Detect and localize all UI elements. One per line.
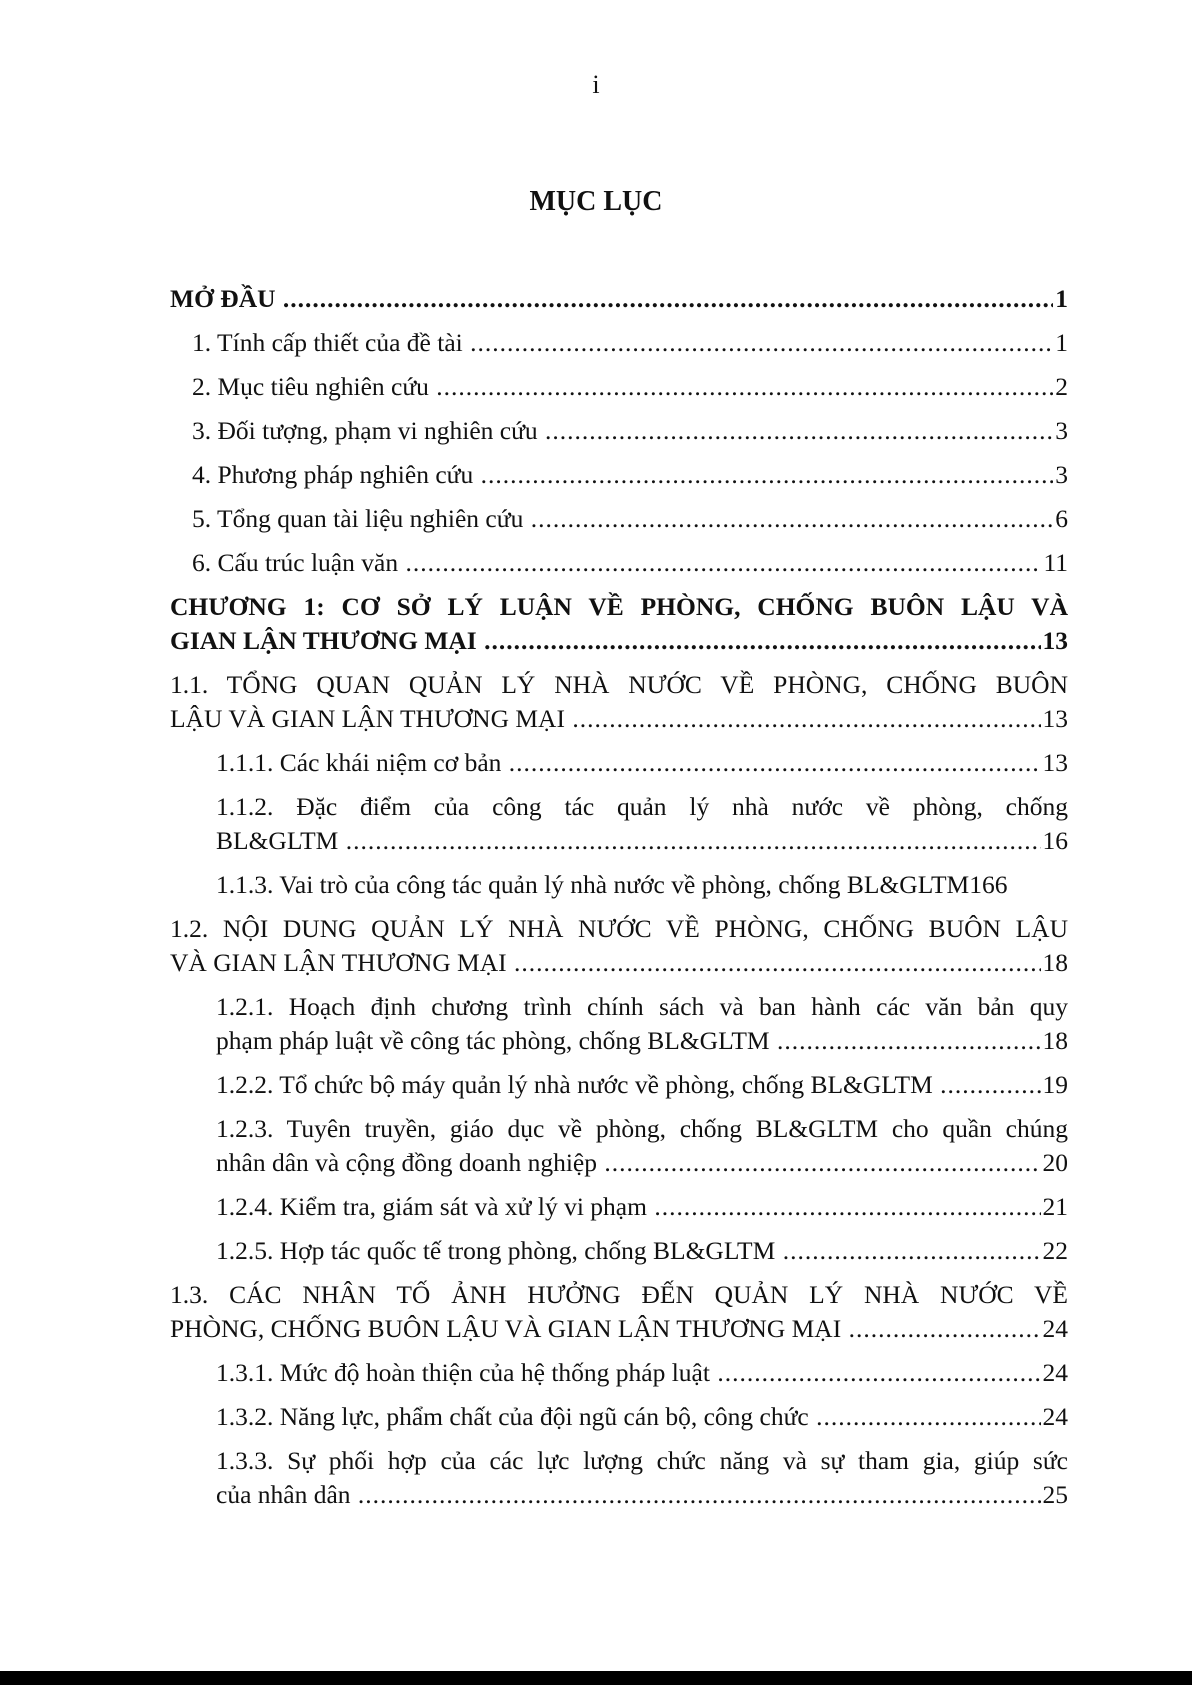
toc-entry[interactable] <box>170 502 1068 536</box>
toc-entry[interactable] <box>170 1112 1068 1180</box>
toc-entry-row <box>216 1356 1068 1390</box>
toc-entry-line: 1.3. CÁC NHÂN TỐ ẢNH HƯỞNG ĐẾN QUẢN LÝ NHÀ NƯỚC VỀ <box>170 1280 1068 1309</box>
toc-entry-text: 1.2.2. Tổ chức bộ máy quản lý nhà nước về phòng, chống BL&GLTM ..... <box>216 1068 1041 1102</box>
toc-entry-line: 1.2.1. Hoạch định chương trình chính sách và ban hành các văn bản quy <box>216 992 1068 1021</box>
toc-entry-row <box>216 868 1068 902</box>
toc-entry-row <box>192 414 1068 448</box>
toc-entry-page: 13 <box>1042 626 1068 655</box>
toc-entry-page: 22 <box>1042 1236 1068 1265</box>
toc-entry-text: 1.1.3. Vai trò của công tác quản lý nhà nước về phòng, chống BL&GLTM166 <box>216 870 1008 899</box>
toc-entry[interactable] <box>170 668 1068 736</box>
toc-entry-text: của nhân dân ..... <box>216 1478 1041 1512</box>
toc-entry-page: 6 <box>1055 504 1068 533</box>
toc-entry-page: 3 <box>1055 416 1068 445</box>
toc-entry[interactable] <box>170 990 1068 1058</box>
toc-entry[interactable] <box>170 746 1068 780</box>
toc-entry-row <box>170 624 1068 658</box>
toc-entry-page: 24 <box>1042 1402 1068 1431</box>
toc-entry[interactable] <box>170 370 1068 404</box>
toc-entry[interactable] <box>170 790 1068 858</box>
toc-entry-text: MỞ ĐẦU ..... <box>170 282 1053 316</box>
toc-entry-page: 25 <box>1042 1480 1068 1509</box>
toc-entry[interactable] <box>170 1234 1068 1268</box>
toc-entry-line: 1.1. TỔNG QUAN QUẢN LÝ NHÀ NƯỚC VỀ PHÒNG, CHỐNG BUÔN <box>170 670 1068 699</box>
table-of-contents <box>170 282 1068 1522</box>
toc-entry-text: 1.3.1. Mức độ hoàn thiện của hệ thống pháp luật ..... <box>216 1356 1041 1390</box>
toc-entry-text: VÀ GIAN LẬN THƯƠNG MẠI ..... <box>170 946 1041 980</box>
toc-entry-text: 2. Mục tiêu nghiên cứu ..... <box>192 370 1053 404</box>
toc-entry-page: 20 <box>1042 1148 1068 1177</box>
toc-entry-row <box>216 1400 1068 1434</box>
toc-entry-text: 4. Phương pháp nghiên cứu ..... <box>192 458 1053 492</box>
toc-entry-text: 5. Tổng quan tài liệu nghiên cứu ..... <box>192 502 1053 536</box>
toc-entry[interactable] <box>170 590 1068 658</box>
toc-entry-page: 1 <box>1055 328 1068 357</box>
toc-entry-row <box>216 1068 1068 1102</box>
toc-entry[interactable] <box>170 546 1068 580</box>
toc-entry-page: 19 <box>1042 1070 1068 1099</box>
toc-entry-line: CHƯƠNG 1: CƠ SỞ LÝ LUẬN VỀ PHÒNG, CHỐNG BUÔN LẬU VÀ <box>170 592 1068 621</box>
toc-entry-page: 13 <box>1042 748 1068 777</box>
toc-entry-row <box>192 370 1068 404</box>
toc-entry-page: 2 <box>1055 372 1068 401</box>
toc-entry-row <box>170 946 1068 980</box>
toc-entry-page: 16 <box>1042 826 1068 855</box>
toc-entry-row <box>192 326 1068 360</box>
toc-entry[interactable] <box>170 1444 1068 1512</box>
toc-entry-text: 1. Tính cấp thiết của đề tài ..... <box>192 326 1053 360</box>
toc-entry[interactable] <box>170 868 1068 902</box>
toc-entry-text: LẬU VÀ GIAN LẬN THƯƠNG MẠI ..... <box>170 702 1041 736</box>
toc-entry-page: 13 <box>1042 704 1068 733</box>
toc-entry-text: BL&GLTM ..... <box>216 824 1041 858</box>
scan-bottom-border <box>0 1671 1192 1685</box>
toc-entry-row <box>216 1146 1068 1180</box>
toc-entry-line: 1.2. NỘI DUNG QUẢN LÝ NHÀ NƯỚC VỀ PHÒNG, CHỐNG BUÔN LẬU <box>170 914 1068 943</box>
toc-entry[interactable] <box>170 1068 1068 1102</box>
toc-entry-row <box>170 1312 1068 1346</box>
toc-entry-row <box>216 746 1068 780</box>
toc-entry-page: 1 <box>1055 284 1068 313</box>
toc-entry-text: 1.2.4. Kiểm tra, giám sát và xử lý vi phạm ..... <box>216 1190 1041 1224</box>
toc-entry[interactable] <box>170 458 1068 492</box>
toc-entry[interactable] <box>170 1400 1068 1434</box>
toc-entry-page: 11 <box>1043 548 1068 577</box>
toc-entry-page: 24 <box>1042 1358 1068 1387</box>
toc-entry-line: 1.1.2. Đặc điểm của công tác quản lý nhà nước về phòng, chống <box>216 792 1068 821</box>
toc-entry-text: 1.3.2. Năng lực, phẩm chất của đội ngũ cán bộ, công chức ..... <box>216 1400 1041 1434</box>
toc-entry-text: PHÒNG, CHỐNG BUÔN LẬU VÀ GIAN LẬN THƯƠNG MẠI ..... <box>170 1312 1041 1346</box>
toc-entry-text: 1.1.1. Các khái niệm cơ bản ..... <box>216 746 1041 780</box>
toc-entry-text: GIAN LẬN THƯƠNG MẠI ..... <box>170 624 1041 658</box>
toc-entry[interactable] <box>170 1356 1068 1390</box>
toc-entry[interactable] <box>170 1190 1068 1224</box>
toc-entry-row <box>216 1024 1068 1058</box>
toc-entry-text: 1.2.5. Hợp tác quốc tế trong phòng, chống BL&GLTM ..... <box>216 1234 1041 1268</box>
toc-entry-row <box>216 1234 1068 1268</box>
toc-entry-page: 3 <box>1055 460 1068 489</box>
toc-entry[interactable] <box>170 414 1068 448</box>
toc-entry[interactable] <box>170 912 1068 980</box>
toc-entry-row <box>192 546 1068 580</box>
toc-entry-row <box>216 1190 1068 1224</box>
toc-entry-row <box>192 502 1068 536</box>
toc-entry[interactable] <box>170 326 1068 360</box>
toc-title: MỤC LỤC <box>529 186 663 217</box>
toc-entry-text: phạm pháp luật về công tác phòng, chống BL&GLTM ..... <box>216 1024 1041 1058</box>
toc-entry-line: 1.2.3. Tuyên truyền, giáo dục về phòng, chống BL&GLTM cho quần chúng <box>216 1114 1068 1143</box>
toc-entry-line: 1.3.3. Sự phối hợp của các lực lượng chức năng và sự tham gia, giúp sức <box>216 1446 1068 1475</box>
toc-entry-text: 3. Đối tượng, phạm vi nghiên cứu ..... <box>192 414 1053 448</box>
toc-entry-text: 6. Cấu trúc luận văn ..... <box>192 546 1041 580</box>
toc-entry-row <box>170 282 1068 316</box>
toc-entry-row <box>216 1478 1068 1512</box>
toc-entry-text: nhân dân và cộng đồng doanh nghiệp ..... <box>216 1146 1041 1180</box>
toc-entry[interactable] <box>170 1278 1068 1346</box>
toc-entry-row <box>170 702 1068 736</box>
toc-entry-page: 21 <box>1042 1192 1068 1221</box>
toc-entry-row <box>192 458 1068 492</box>
toc-entry-page: 18 <box>1042 1026 1068 1055</box>
toc-entry-page: 18 <box>1042 948 1068 977</box>
toc-entry-page: 24 <box>1042 1314 1068 1343</box>
toc-entry[interactable] <box>170 282 1068 316</box>
toc-entry-row <box>216 824 1068 858</box>
page-number: i <box>592 70 600 99</box>
